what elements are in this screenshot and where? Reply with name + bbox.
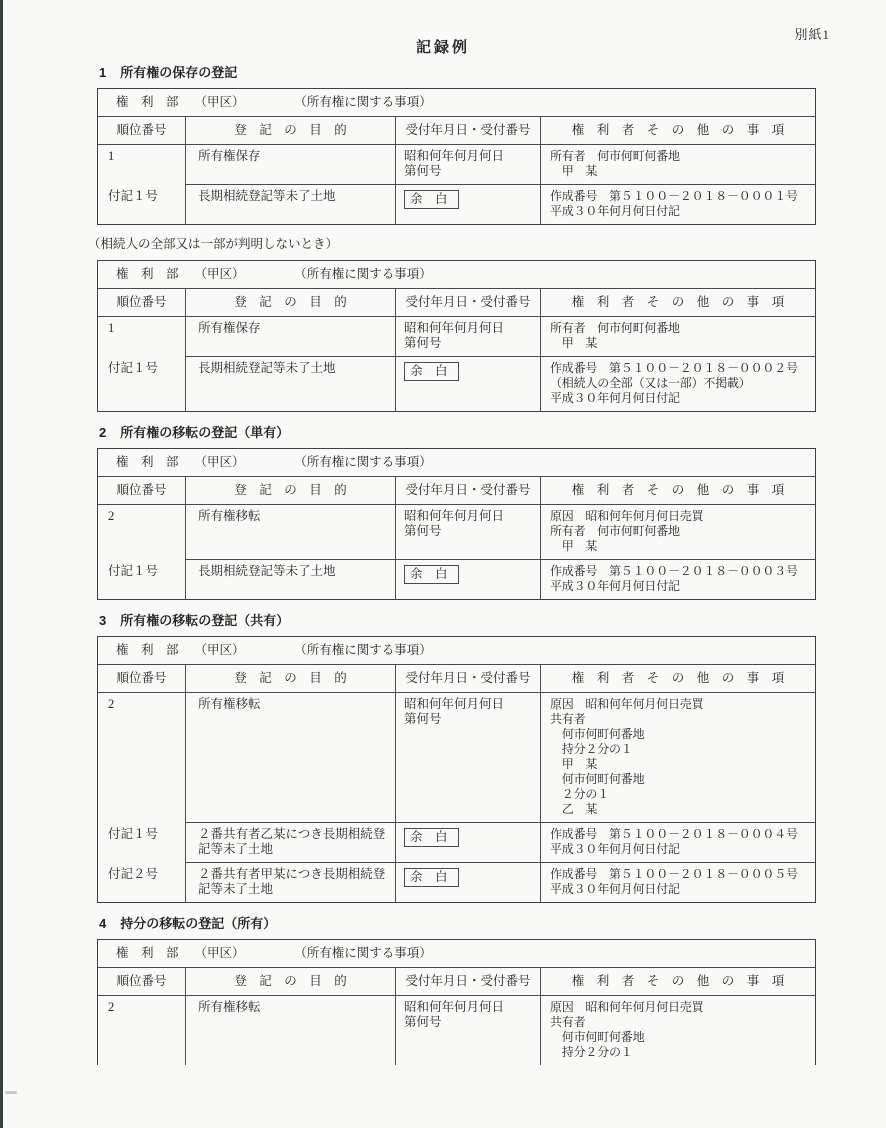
registry-table [97, 939, 816, 1065]
receipt-cell [396, 185, 541, 225]
receipt-cell [396, 823, 541, 863]
section-heading [99, 64, 815, 81]
rights-line: 所有者 何市何町何番地 [550, 524, 680, 538]
band-note-label: （所有権に関する事項） [300, 643, 432, 657]
table-row [98, 560, 816, 600]
rights-line: 原因 昭和何年何月何日売買 [550, 1000, 704, 1014]
table-band [98, 449, 816, 477]
table-band-row [98, 89, 816, 117]
rights-cell [541, 560, 816, 600]
table-row [98, 505, 816, 560]
rank-cell: 2 [108, 509, 115, 523]
purpose-cell [186, 145, 396, 185]
column-header-rights: 権 利 者 そ の 他 の 事 項 [541, 117, 816, 145]
blank-margin-box: 余 白 [404, 565, 459, 584]
table-row [98, 693, 816, 823]
rank-cell: 1 [108, 321, 115, 335]
rights-line: 何市何町何番地 [550, 772, 645, 786]
column-header-receipt: 受付年月日・受付番号 [396, 289, 541, 317]
rights-cell [541, 863, 816, 903]
band-note-label: （所有権に関する事項） [300, 455, 432, 469]
receipt-line: 第何号 [404, 164, 442, 178]
receipt-cell [396, 317, 541, 357]
rights-cell [541, 357, 816, 412]
column-header-rights: 権 利 者 そ の 他 の 事 項 [541, 477, 816, 505]
rights-cell [541, 505, 816, 560]
table-row [98, 185, 816, 225]
purpose-text: 所有権移転 [198, 697, 261, 711]
rights-line: 甲 某 [550, 757, 598, 771]
section-heading [99, 915, 815, 932]
receipt-line: 第何号 [404, 524, 442, 538]
blank-margin-box: 余 白 [404, 362, 459, 381]
band-ward-label: （甲区） [194, 95, 245, 109]
receipt-cell [396, 863, 541, 903]
band-note-label: （所有権に関する事項） [300, 946, 432, 960]
band-ward-label: （甲区） [194, 455, 245, 469]
rank-cell: 付記１号 [108, 188, 159, 203]
rights-line: 持分２分の１ [550, 742, 633, 756]
receipt-line: 昭和何年何月何日 [404, 1000, 505, 1014]
rights-cell [541, 185, 816, 225]
rights-line: 原因 昭和何年何月何日売買 [550, 509, 704, 523]
rights-cell [541, 145, 816, 185]
registry-table [97, 636, 816, 903]
band-part-label: 権 利 部 [116, 455, 179, 469]
receipt-cell [396, 357, 541, 412]
rights-cell [541, 317, 816, 357]
column-header-row [98, 968, 816, 996]
purpose-text: 長期相続登記等未了土地 [198, 564, 336, 578]
purpose-text: 所有権保存 [198, 149, 261, 163]
column-header-receipt: 受付年月日・受付番号 [396, 477, 541, 505]
column-header-rank: 順位番号 [98, 968, 186, 996]
rights-line: 所有者 何市何町何番地 [550, 321, 680, 335]
receipt-line: 第何号 [404, 712, 442, 726]
rights-line: 平成３０年何月何日付記 [550, 882, 680, 896]
band-ward-label: （甲区） [194, 267, 245, 281]
purpose-cell [186, 185, 396, 225]
rights-cell [541, 823, 816, 863]
blank-margin-box: 余 白 [404, 868, 459, 887]
registry-table [97, 448, 816, 600]
purpose-cell [186, 317, 396, 357]
rights-cell [541, 996, 816, 1066]
rank-cell: 2 [108, 697, 115, 711]
column-header-rights: 権 利 者 そ の 他 の 事 項 [541, 665, 816, 693]
column-header-purpose: 登 記 の 目 的 [186, 968, 396, 996]
band-ward-label: （甲区） [194, 643, 245, 657]
band-ward-label: （甲区） [194, 946, 245, 960]
column-header-rank: 順位番号 [98, 289, 186, 317]
table-band [98, 940, 816, 968]
purpose-text: 所有権移転 [198, 1000, 261, 1014]
rights-line: 作成番号 第５１００－２０１８－０００１号 [550, 189, 798, 203]
rights-line: 作成番号 第５１００－２０１８－０００３号 [550, 564, 798, 578]
rights-line: 何市何町何番地 [550, 727, 645, 741]
table-band [98, 637, 816, 665]
band-part-label: 権 利 部 [116, 643, 179, 657]
receipt-line: 第何号 [404, 1015, 442, 1029]
column-header-purpose: 登 記 の 目 的 [186, 117, 396, 145]
table-band [98, 261, 816, 289]
column-header-receipt: 受付年月日・受付番号 [396, 665, 541, 693]
rank-cell: 付記１号 [108, 360, 159, 375]
rights-line: ２分の１ [550, 787, 610, 801]
blank-margin-box: 余 白 [404, 828, 459, 847]
column-header-receipt: 受付年月日・受付番号 [396, 968, 541, 996]
section-heading-text: 持分の移転の登記（所有） [120, 916, 277, 931]
receipt-cell [396, 560, 541, 600]
section-number: 4 [99, 916, 107, 931]
rights-line: 平成３０年何月何日付記 [550, 579, 680, 593]
rights-line: 甲 某 [550, 164, 598, 178]
rights-line: 平成３０年何月何日付記 [550, 204, 680, 218]
band-part-label: 権 利 部 [116, 267, 179, 281]
receipt-cell [396, 996, 541, 1066]
receipt-line: 昭和何年何月何日 [404, 149, 505, 163]
purpose-text: 長期相続登記等未了土地 [198, 189, 336, 203]
table-row [98, 145, 816, 185]
section-number: 1 [99, 65, 107, 80]
rank-cell: 付記１号 [108, 563, 159, 578]
table-band-row [98, 637, 816, 665]
receipt-cell [396, 693, 541, 823]
column-header-receipt: 受付年月日・受付番号 [396, 117, 541, 145]
rights-line: 作成番号 第５１００－２０１８－０００５号 [550, 867, 798, 881]
purpose-cell [186, 823, 396, 863]
document-content [88, 0, 815, 1065]
rank-cell: 付記１号 [108, 826, 159, 841]
table-band-row [98, 449, 816, 477]
band-part-label: 権 利 部 [116, 95, 179, 109]
receipt-line: 昭和何年何月何日 [404, 321, 505, 335]
scan-artifact [5, 1091, 17, 1094]
section-number: 3 [99, 613, 107, 628]
table-note: （相続人の全部又は一部が判明しないとき） [88, 237, 339, 251]
table-row [98, 357, 816, 412]
purpose-text: 長期相続登記等未了土地 [198, 361, 336, 375]
receipt-line: 第何号 [404, 336, 442, 350]
purpose-text: 所有権移転 [198, 509, 261, 523]
attachment-corner-note: 別紙1 [794, 27, 830, 42]
column-header-purpose: 登 記 の 目 的 [186, 289, 396, 317]
purpose-cell [186, 560, 396, 600]
rights-line: 平成３０年何月何日付記 [550, 391, 680, 405]
rights-line: 作成番号 第５１００－２０１８－０００４号 [550, 827, 798, 841]
rights-line: 甲 某 [550, 336, 598, 350]
section-number: 2 [99, 425, 107, 440]
rights-line: 持分２分の１ [550, 1045, 633, 1059]
column-header-rank: 順位番号 [98, 117, 186, 145]
section-heading [99, 612, 815, 629]
column-header-rank: 順位番号 [98, 665, 186, 693]
column-header-rank: 順位番号 [98, 477, 186, 505]
table-row [98, 996, 816, 1066]
table-row [98, 863, 816, 903]
band-note-label: （所有権に関する事項） [300, 95, 432, 109]
rights-line: 原因 昭和何年何月何日売買 [550, 697, 704, 711]
receipt-line: 昭和何年何月何日 [404, 509, 505, 523]
rights-line: 共有者 [550, 712, 586, 726]
column-header-rights: 権 利 者 そ の 他 の 事 項 [541, 289, 816, 317]
column-header-purpose: 登 記 の 目 的 [186, 665, 396, 693]
column-header-row [98, 117, 816, 145]
document-title: 記録例 [415, 39, 470, 56]
band-note-label: （所有権に関する事項） [300, 267, 432, 281]
column-header-row [98, 289, 816, 317]
purpose-text: 所有権保存 [198, 321, 261, 335]
section-heading-text: 所有権の移転の登記（単有） [120, 425, 290, 440]
section-heading-text: 所有権の移転の登記（共有） [120, 613, 290, 628]
purpose-cell [186, 505, 396, 560]
rank-cell: 1 [108, 149, 115, 163]
purpose-cell [186, 863, 396, 903]
table-row [98, 317, 816, 357]
column-header-row [98, 665, 816, 693]
purpose-cell [186, 693, 396, 823]
blank-margin-box: 余 白 [404, 190, 459, 209]
rights-line: 共有者 [550, 1015, 586, 1029]
receipt-line: 昭和何年何月何日 [404, 697, 505, 711]
rights-cell [541, 693, 816, 823]
table-row [98, 823, 816, 863]
column-header-rights: 権 利 者 そ の 他 の 事 項 [541, 968, 816, 996]
receipt-cell [396, 505, 541, 560]
rights-line: 甲 某 [550, 539, 598, 553]
scan-edge-artifact [0, 0, 3, 1128]
rights-line: 乙 某 [550, 802, 598, 816]
rights-line: 平成３０年何月何日付記 [550, 842, 680, 856]
section-heading-text: 所有権の保存の登記 [120, 65, 238, 80]
column-header-row [98, 477, 816, 505]
purpose-cell [186, 996, 396, 1066]
rights-line: 何市何町何番地 [550, 1030, 645, 1044]
receipt-cell [396, 145, 541, 185]
registry-table [97, 88, 816, 225]
purpose-text: ２番共有者甲某につき長期相続登記等未了土地 [198, 867, 386, 896]
rights-line: 所有者 何市何町何番地 [550, 149, 680, 163]
purpose-cell [186, 357, 396, 412]
rights-line: 作成番号 第５１００－２０１８－０００２号 [550, 361, 798, 375]
table-band [98, 89, 816, 117]
rank-cell: 2 [108, 1000, 115, 1014]
rights-line: （相続人の全部（又は一部）不掲載） [550, 376, 751, 390]
purpose-text: ２番共有者乙某につき長期相続登記等未了土地 [198, 827, 386, 856]
band-part-label: 権 利 部 [116, 946, 179, 960]
table-band-row [98, 261, 816, 289]
rank-cell: 付記２号 [108, 866, 159, 881]
section-heading [99, 424, 815, 441]
column-header-purpose: 登 記 の 目 的 [186, 477, 396, 505]
registry-table [97, 260, 816, 412]
table-band-row [98, 940, 816, 968]
